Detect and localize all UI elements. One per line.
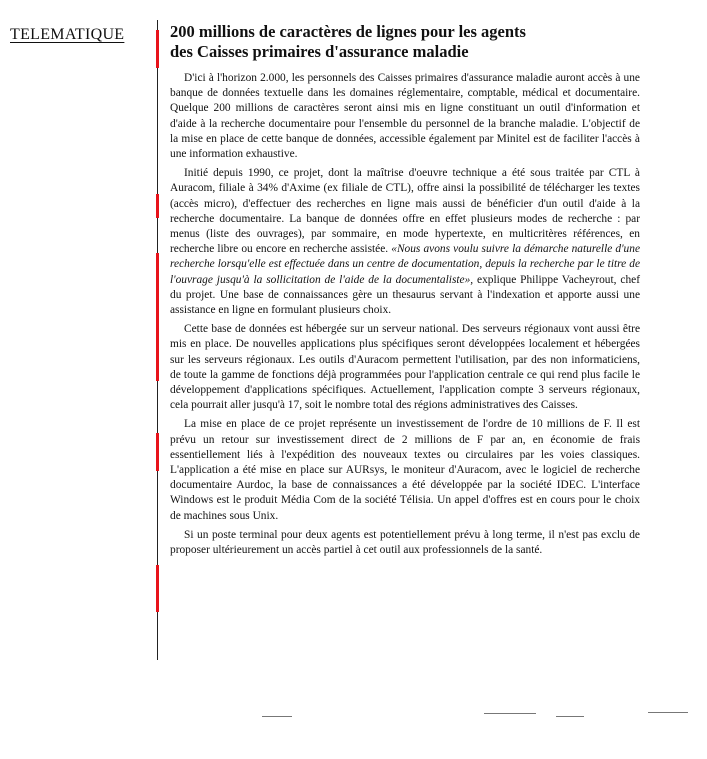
margin-mark — [156, 194, 159, 218]
margin-mark — [156, 433, 159, 471]
paragraph-text: Initié depuis 1990, ce projet, dont la maîtrise d'oeuvre technique a été sous traitée par CTL à Auracom, filiale à 34% d'Axime (ex filiale de CTL), offre ainsi la possibilité de télécharger les textes (accès micro), d'effectuer des recherches en ligne mais aussi de bénéficier d'un outil d'aide à la recherche documentaire. La banque de données offre en effet plusieurs modes de recherche : par menus (liste des ouvrages), par sommaire, en mode hypertexte, en multicritères références, en recherche libre ou encore en recherche assistée. — [170, 167, 640, 256]
article-paragraph: La mise en place de ce projet représente un investissement de l'ordre de 10 millions de F. Il est prévu un retour sur investissement direct de 2 millions de F par an, en économie de frais essentiellement liés à l'expédition des nouveaux textes ou circulaires par les voies classiques. L'application a été mise en place sur AURsys, le moniteur d'Auracom, avec le logiciel de recherche documentaire Aurdoc, la base de connaissances a été développée par la société IDEC. L'interface Windows est le produit Média Com de la société Télisia. Un appel d'offres est en cours pour le choix de machines sous Unix. — [170, 418, 640, 522]
article-title-line: des Caisses primaires d'assurance maladie — [170, 42, 469, 61]
article-paragraph: Cette base de données est hébergée sur un serveur national. Des serveurs régionaux vont aussi être mis en place. De nouvelles applications plus spécifiques seront développées localement et hébergées sur les serveurs régionaux. Les outils d'Auracom permettent l'utilisation, par des non informaticiens, de toute la gamme de fonctions déjà programmées pour l'application centrale ce qui rend plus facile le développement d'applications spécifiques. Actuellement, l'application compte 3 serveurs régionaux, cela pourrait aller jusqu'à 17, soit le nombre total des régions administratives des Caisses. — [170, 323, 640, 412]
margin-mark — [156, 253, 159, 381]
section-label: TELEMATIQUE — [10, 26, 125, 43]
margin-mark — [156, 30, 159, 68]
article-title — [170, 22, 640, 62]
scan-artifact — [484, 713, 536, 714]
scan-artifact — [648, 712, 688, 713]
article — [170, 22, 640, 562]
article-paragraph — [170, 166, 640, 318]
article-paragraph: D'ici à l'horizon 2.000, les personnels des Caisses primaires d'assurance maladie auront accès à une banque de données textuelle dans les domaines réglementaire, comptable, médical et documentaire. Quelque 200 millions de caractères seront ainsi mis en ligne constituant un outil d'information et d'aide à la recherche documentaire pour l'ensemble du personnel de la branche maladie. L'objectif de la mise en place de cette banque de données, accessible également par Minitel est de faciliter l'accès à une information exhaustive. — [170, 72, 640, 161]
paragraph-text: explique Philippe Vacheyrout, chef du projet. Une base de connaissances gère un thesaurus servant à l'indexation et apporte aussi une assistance en ligne en formulant plusieurs choix. — [170, 273, 640, 317]
margin-mark — [156, 565, 159, 612]
scan-artifact — [556, 716, 584, 717]
quote: «Nous avons voulu suivre la démarche naturelle d'une recherche lorsqu'elle est effectuée dans un centre de documentation, depuis la recherche par le titre de l'ouvrage jusqu'à la sollicitation de l'aide de la documentaliste», — [170, 243, 640, 286]
article-paragraph: Si un poste terminal pour deux agents est potentiellement prévu à long terme, il n'est pas exclu de proposer ultérieurement un accès partiel à cet outil aux professionnels de la santé. — [170, 528, 640, 557]
scan-artifact — [262, 716, 292, 717]
article-title-line: 200 millions de caractères de lignes pour les agents — [170, 22, 526, 41]
